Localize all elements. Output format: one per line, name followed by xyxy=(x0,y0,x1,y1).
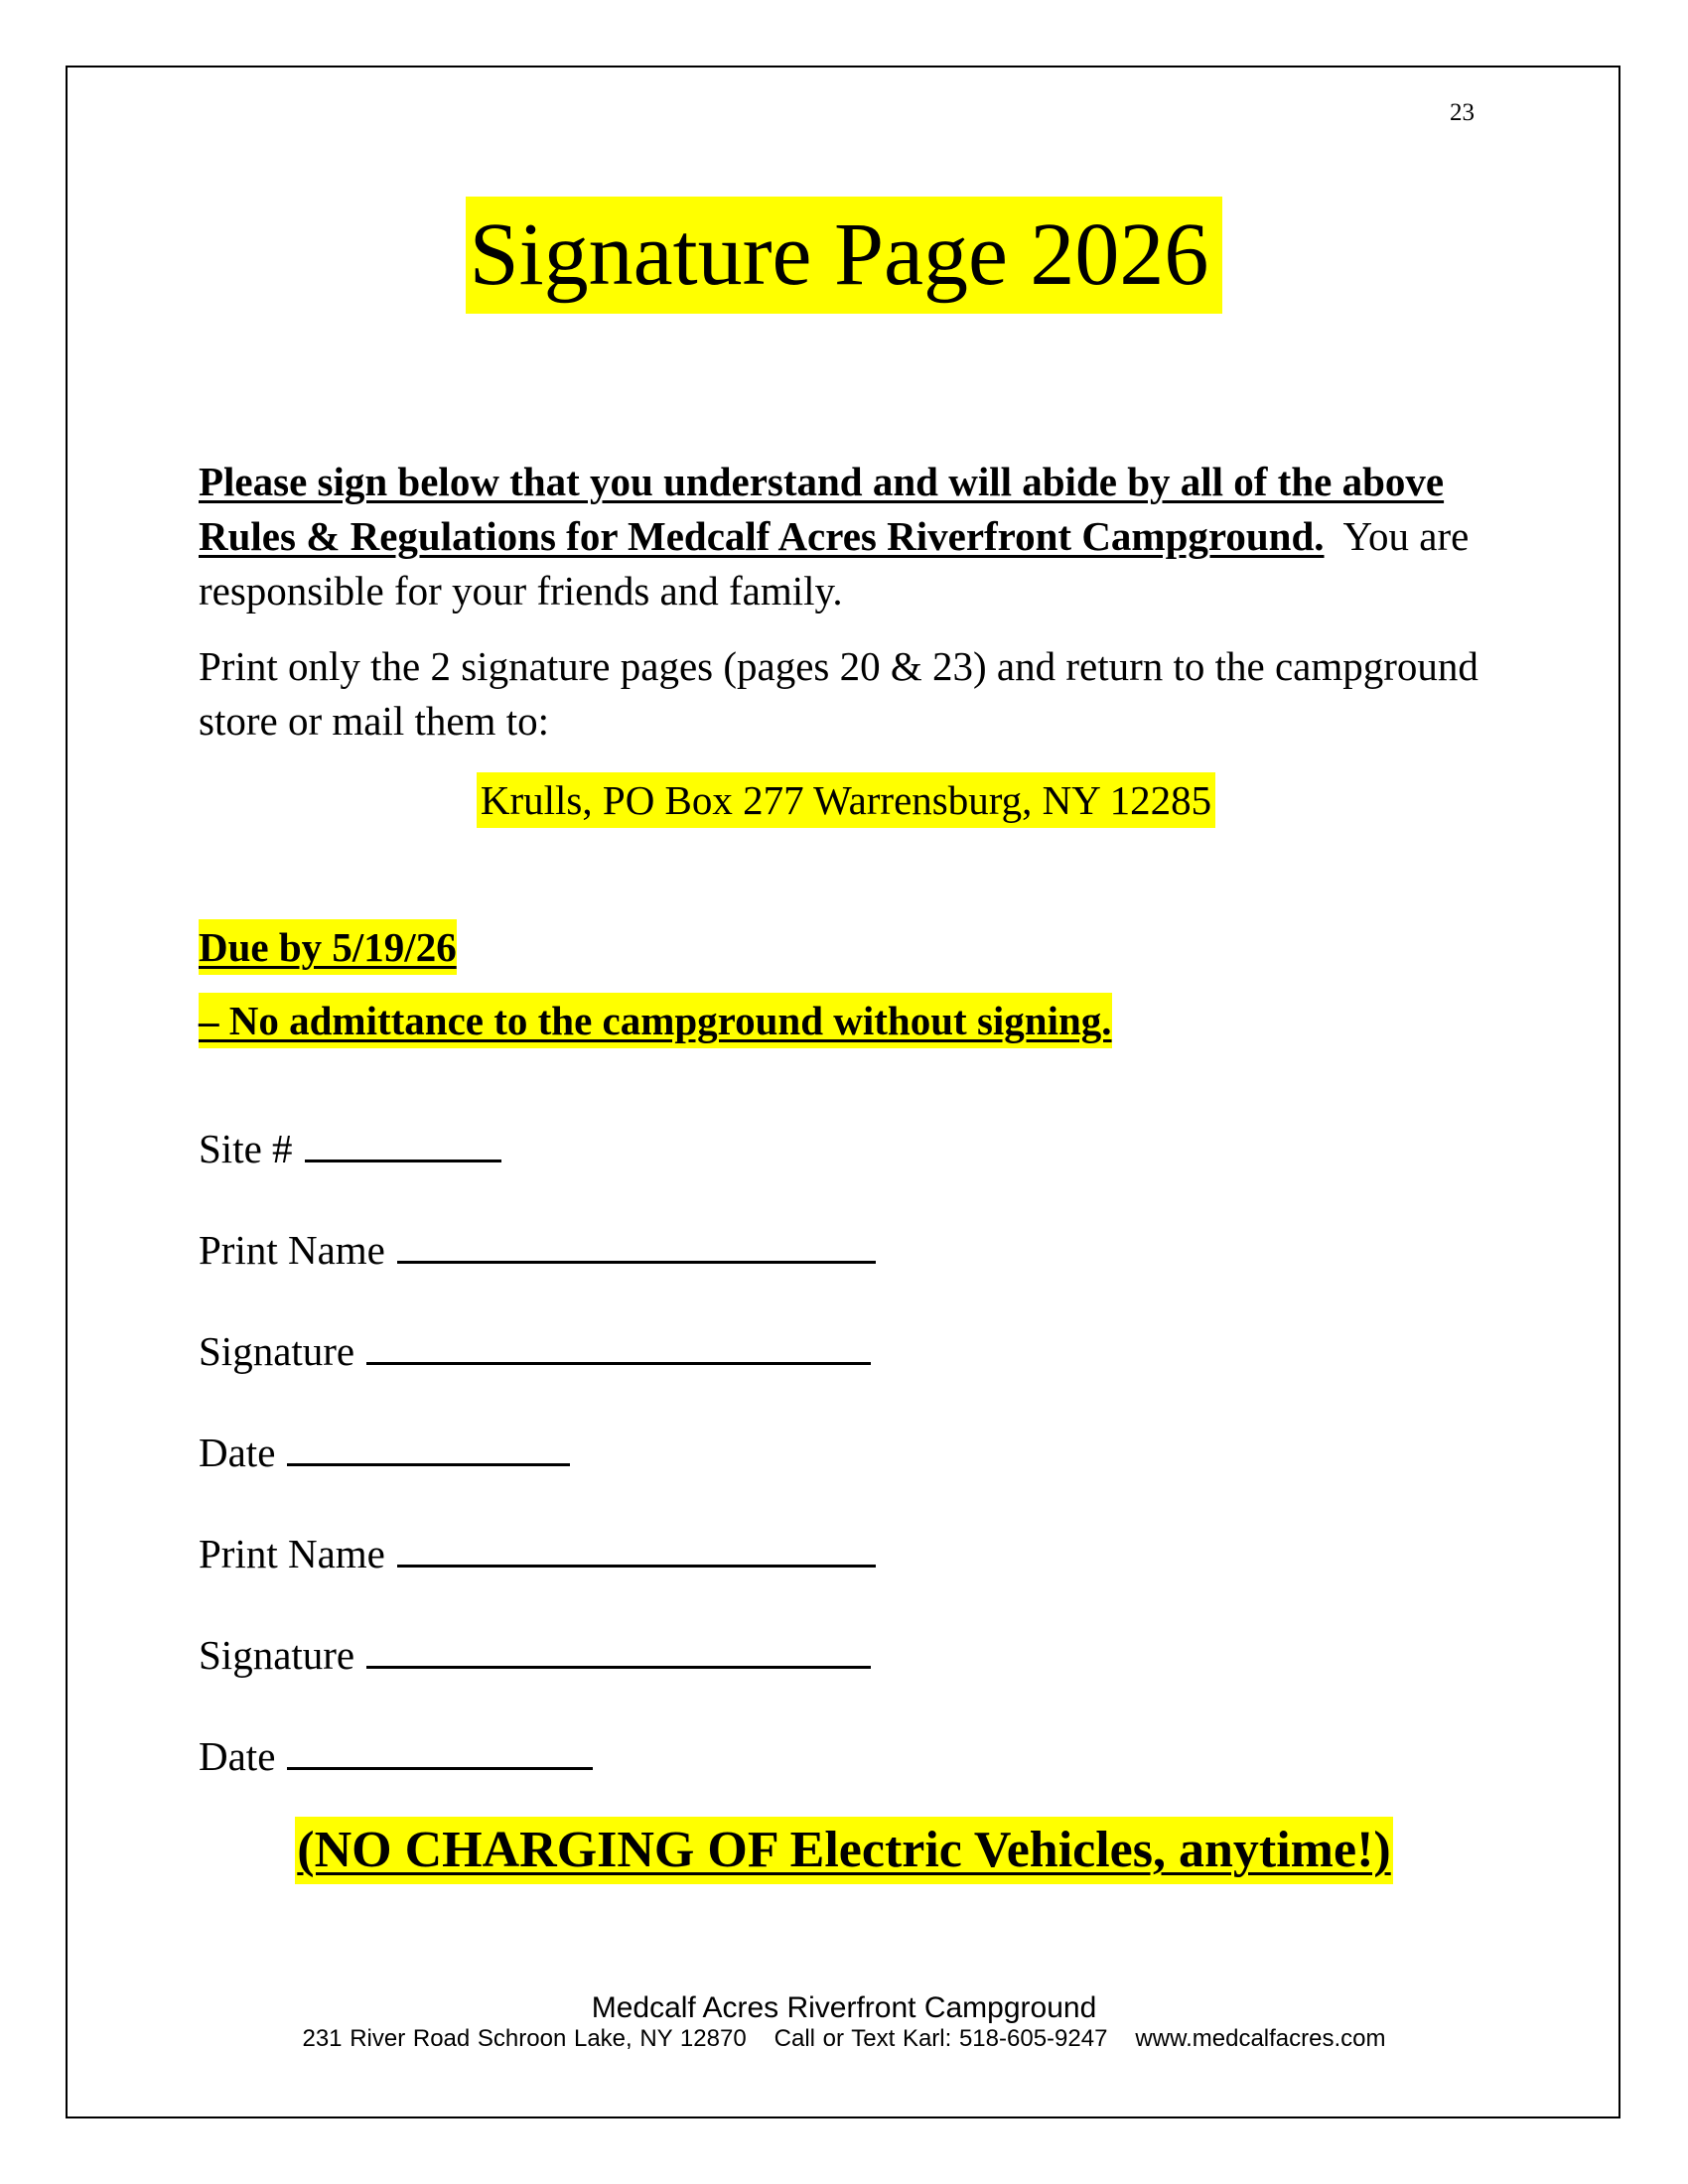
footer-campground-name: Medcalf Acres Riverfront Campground xyxy=(591,1991,1097,2024)
site-label: Site # xyxy=(199,1126,293,1171)
footer-address: 231 River Road Schroon Lake, NY 12870 xyxy=(302,2025,747,2052)
site-field[interactable] xyxy=(199,1116,501,1176)
footer-website[interactable]: www.medcalfacres.com xyxy=(1135,2025,1386,2052)
date-label-1: Date xyxy=(199,1430,276,1475)
signature-blank-1[interactable] xyxy=(366,1318,871,1365)
print-name-label-2: Print Name xyxy=(199,1531,385,1576)
page-border xyxy=(66,66,1620,2118)
ev-notice: (NO CHARGING OF Electric Vehicles, anytime!) xyxy=(295,1817,1392,1884)
title-container xyxy=(0,197,1688,314)
print-name-label-1: Print Name xyxy=(199,1227,385,1273)
site-blank[interactable] xyxy=(305,1116,501,1162)
due-date: Due by 5/19/26 xyxy=(199,919,457,975)
page-title: Signature Page 2026 xyxy=(466,197,1223,314)
print-name-blank-1[interactable] xyxy=(397,1217,876,1264)
date-field-1[interactable] xyxy=(199,1420,570,1480)
page-number: 23 xyxy=(1450,99,1475,126)
footer-phone: Call or Text Karl: 518-605-9247 xyxy=(774,2025,1108,2052)
signature-blank-2[interactable] xyxy=(366,1622,871,1669)
signature-field-1[interactable] xyxy=(199,1318,871,1379)
signature-label-2: Signature xyxy=(199,1632,355,1678)
print-name-field-1[interactable] xyxy=(199,1217,876,1278)
footer-contact-line xyxy=(0,2025,1688,2053)
mail-address: Krulls, PO Box 277 Warrensburg, NY 12285 xyxy=(477,772,1215,828)
print-name-field-2[interactable] xyxy=(199,1521,876,1581)
ev-notice-container xyxy=(0,1817,1688,1884)
instructions-bold-text: Please sign below that you understand and will abide by all of the above Rules & Regulations for Medcalf Acres Riverfront Campground. xyxy=(199,459,1445,559)
signature-label-1: Signature xyxy=(199,1328,355,1374)
admittance-warning: – No admittance to the campground without signing. xyxy=(199,993,1112,1048)
date-label-2: Date xyxy=(199,1733,276,1779)
print-name-blank-2[interactable] xyxy=(397,1521,876,1568)
instructions-plain-text: You are responsible for your friends and family. xyxy=(199,513,1470,614)
instructions-paragraph xyxy=(199,455,1489,618)
date-blank-2[interactable] xyxy=(287,1723,593,1770)
address-container xyxy=(0,772,1688,828)
date-blank-1[interactable] xyxy=(287,1420,570,1466)
print-note: Print only the 2 signature pages (pages 20 & 23) and return to the campground store or mail them to: xyxy=(199,643,1478,744)
date-field-2[interactable] xyxy=(199,1723,593,1784)
signature-field-2[interactable] xyxy=(199,1622,871,1683)
